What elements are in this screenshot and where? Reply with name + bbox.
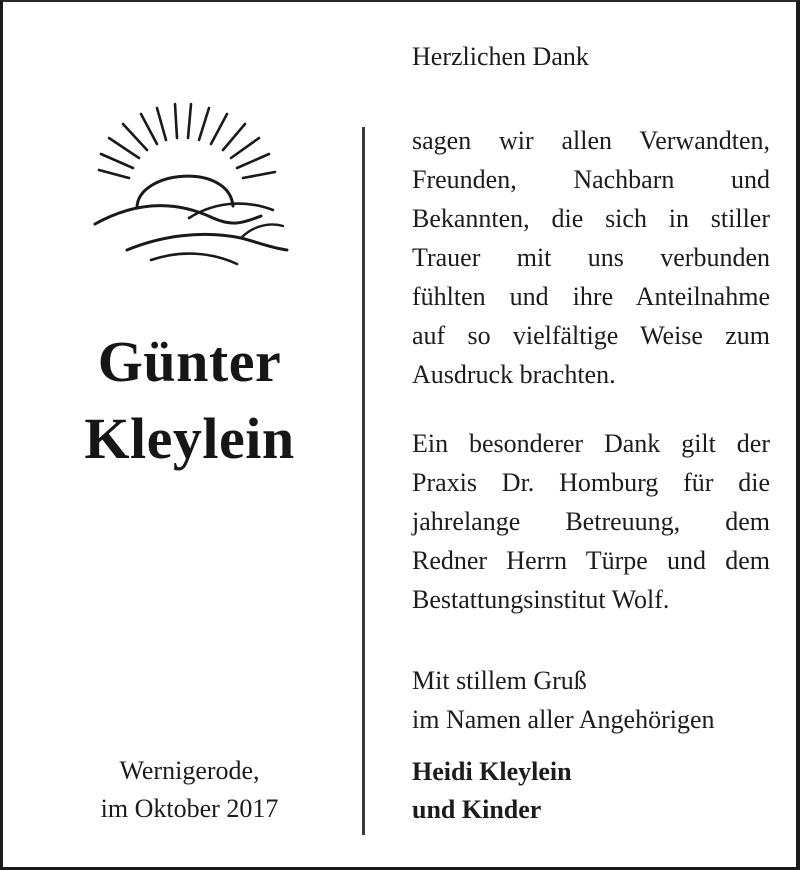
deceased-last-name: Kleylein <box>84 406 295 471</box>
greeting-line: Mit stillem Gruß <box>412 666 587 695</box>
greeting-line: im Namen aller Angehörigen <box>412 705 715 734</box>
paragraph-line: Bekannten, die sich in stiller <box>412 204 770 233</box>
setting-sun-over-hills-icon <box>91 100 291 268</box>
vertical-divider <box>362 127 365 835</box>
place-line: Wernigerode, <box>119 756 260 785</box>
paragraph-line: jahrelange Betreuung, dem <box>412 507 770 536</box>
paragraph-line: Trauer mit uns verbunden <box>412 243 770 272</box>
date-line: im Oktober 2017 <box>100 794 279 823</box>
paragraph-line: Redner Herrn Türpe und dem <box>412 546 770 575</box>
paragraph-line: Ein besonderer Dank gilt der <box>412 429 770 458</box>
heading: Herzlichen Dank <box>412 42 589 71</box>
paragraph-line: Praxis Dr. Homburg für die <box>412 468 770 497</box>
paragraph-line: Freunden, Nachbarn und <box>412 165 770 194</box>
paragraph-line: Ausdruck brachten. <box>412 360 616 389</box>
deceased-first-name: Günter <box>97 329 282 394</box>
special-thanks-paragraph <box>412 424 770 619</box>
signature-line: und Kinder <box>412 795 542 824</box>
paragraph-line: Bestattungsinstitut Wolf. <box>412 585 670 614</box>
paragraph-line: fühlten und ihre Anteilnahme <box>412 282 770 311</box>
signature <box>412 753 770 829</box>
signature-line: Heidi Kleylein <box>412 757 572 786</box>
greeting <box>412 661 770 739</box>
paragraph-line: sagen wir allen Verwandten, <box>412 126 770 155</box>
paragraph-line: auf so vielfältige Weise zum <box>412 321 770 350</box>
thanks-paragraph <box>412 121 770 394</box>
